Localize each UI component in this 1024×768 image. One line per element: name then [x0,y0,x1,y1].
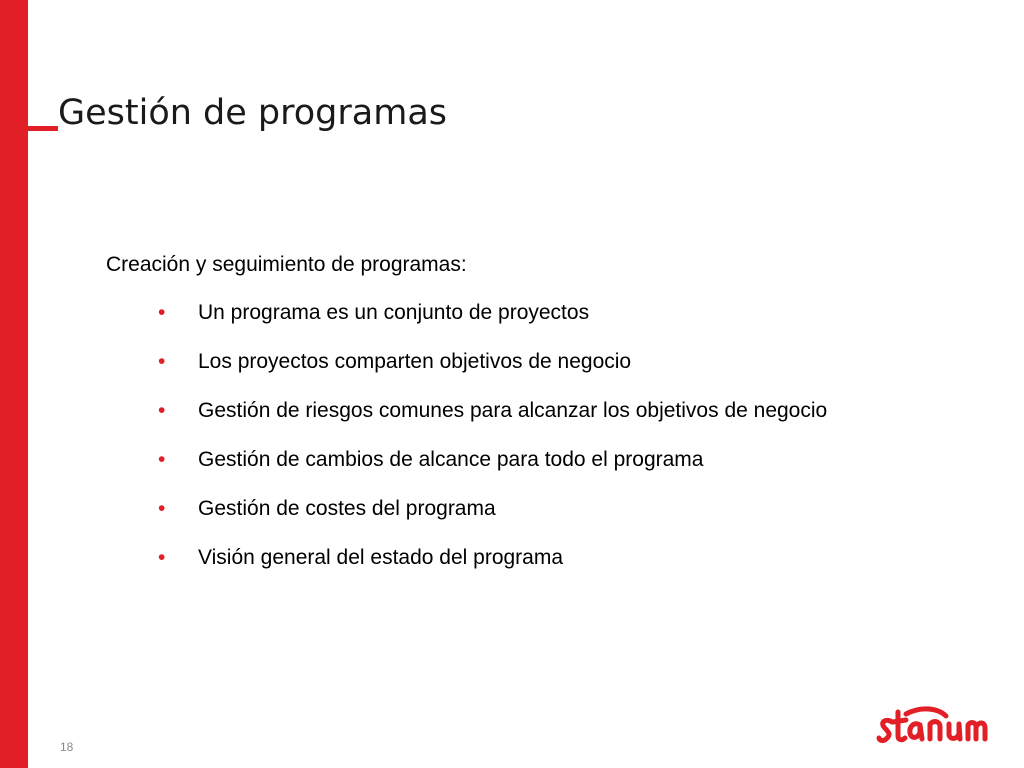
left-accent-bar [0,0,28,768]
bullet-icon: • [158,497,166,520]
bullet-text: Los proyectos comparten objetivos de negocio [198,350,632,373]
list-item [158,347,950,377]
list-item [158,494,950,524]
bullet-icon: • [158,350,166,373]
list-item [158,543,950,573]
bullet-text: Gestión de costes del programa [198,497,496,520]
list-item [158,445,950,475]
title-accent-tick [28,126,58,131]
intro-text: Creación y seguimiento de programas: [106,253,467,276]
bullet-text: Gestión de cambios de alcance para todo el programa [198,448,704,471]
bullet-icon: • [158,546,166,569]
bullet-text: Visión general del estado del programa [198,546,564,569]
bullet-icon: • [158,301,166,324]
list-item [158,298,950,328]
bullet-text: Gestión de riesgos comunes para alcanzar los objetivos de negocio [198,399,828,422]
stanum-logo [876,700,1002,752]
bullet-icon: • [158,399,166,422]
page-number: 18 [60,740,74,754]
bullet-text: Un programa es un conjunto de proyectos [198,301,590,324]
list-item [158,396,950,426]
slide-title: Gestión de programas [58,93,448,133]
bullet-list [158,298,950,592]
bullet-icon: • [158,448,166,471]
